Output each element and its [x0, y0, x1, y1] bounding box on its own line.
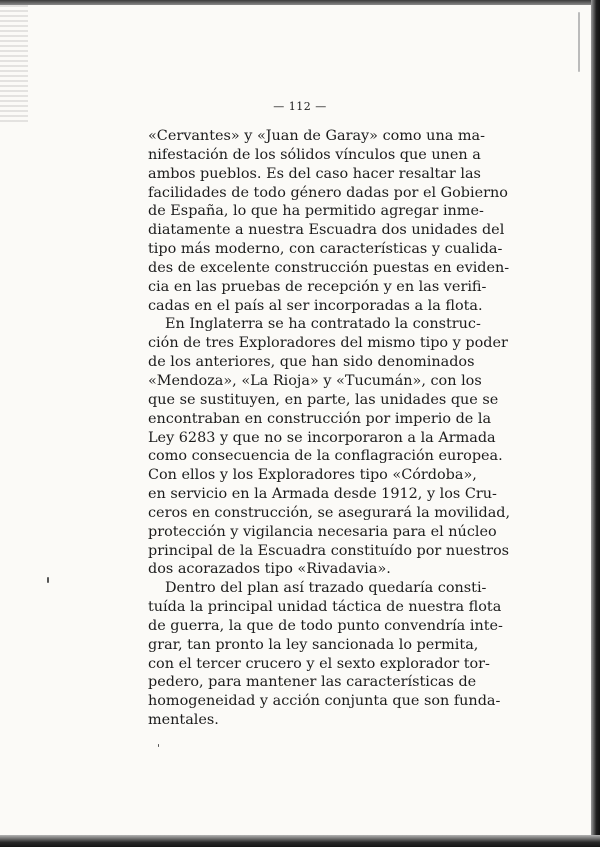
text-line: grar, tan pronto la ley sancionada lo permita, [148, 636, 479, 653]
text-line: En Inglaterra se ha contratado la construc- [165, 316, 481, 333]
text-line: de España, lo que ha permitido agregar inme- [148, 203, 484, 220]
text-line: de guerra, la que de todo punto convendría inte- [148, 617, 503, 634]
text-line: pedero, para mantener las características de [148, 674, 477, 691]
text-line: tipo más moderno, con características y cualida- [148, 241, 503, 258]
text-line: dos acorazados tipo «Rivadavia». [148, 561, 391, 578]
text-line: des de excelente construcción puestas en eviden- [148, 259, 510, 276]
text-line: cia en las pruebas de recepción y en las verifi- [148, 278, 487, 295]
text-line: de los anteriores, que han sido denominados [148, 354, 475, 371]
paragraph-2 [148, 315, 511, 579]
text-line: mentales. [148, 712, 219, 729]
text-line: ción de tres Exploradores del mismo tipo y poder [148, 335, 508, 352]
scan-edge-right [591, 0, 600, 847]
paragraph-1 [148, 127, 510, 315]
text-line: que se sustituyen, en parte, las unidades que se [148, 391, 499, 408]
scan-edge-bottom [0, 835, 600, 847]
paragraph-3 [148, 579, 503, 730]
text-line: nifestación de los sólidos vínculos que unen a [148, 146, 481, 163]
text-line: protección y vigilancia necesaria para el núcleo [148, 523, 497, 540]
text-line: «Mendoza», «La Rioja» y «Tucumán», con los [148, 372, 482, 389]
text-line: ceros en construcción, se asegurará la movilidad, [148, 504, 511, 521]
text-line: como consecuencia de la conflagración europea. [148, 448, 503, 465]
text-line: Con ellos y los Exploradores tipo «Córdoba», [148, 467, 477, 484]
text-line: encontraban en construcción por imperio de la [148, 410, 492, 427]
text-line: tuída la principal unidad táctica de nuestra flota [148, 599, 502, 616]
text-line: «Cervantes» y «Juan de Garay» como una ma- [148, 128, 485, 144]
body-text [148, 127, 511, 730]
text-line: con el tercer crucero y el sexto explorador tor- [148, 655, 490, 672]
scan-edge-top [0, 0, 600, 5]
text-line: Dentro del plan así trazado quedaría consti- [165, 580, 487, 597]
text-line: en servicio en la Armada desde 1912, y los Cru- [148, 486, 497, 503]
text-line: cadas en el país al ser incorporadas a la flota. [148, 297, 483, 314]
text-line: diatamente a nuestra Escuadra dos unidades del [148, 222, 505, 239]
text-line: ambos pueblos. Es del caso hacer resaltar las [148, 165, 481, 182]
text-line: facilidades de todo género dadas por el Gobierno [148, 184, 508, 201]
text-line: Ley 6283 y que no se incorporaron a la Armada [148, 429, 496, 446]
text-line: homogeneidad y acción conjunta que son funda- [148, 693, 501, 710]
page-number: — 112 — [273, 100, 327, 113]
text-line: principal de la Escuadra constituído por nuestros [148, 542, 510, 559]
